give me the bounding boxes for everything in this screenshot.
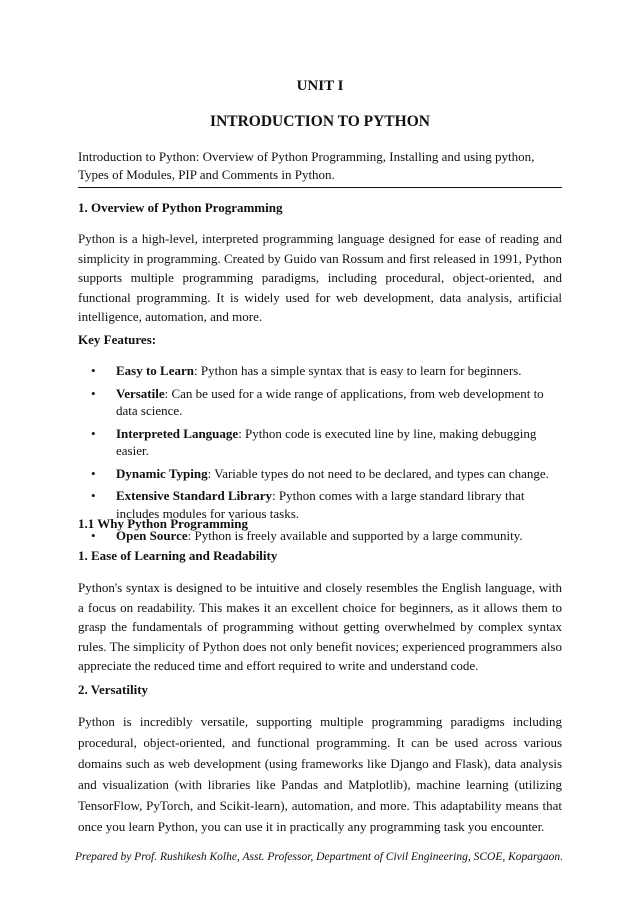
versatility-paragraph: Python is incredibly versatile, supporting multiple programming paradigms including procedural, object-oriented, and functional programming. It can be used across various domains such as web development (using frameworks like Django and Flask), data analysis and visualization (with libraries like Pandas and Matplotlib), machine learning (utilizing TensorFlow, PyTorch, and Scikit-learn), automation, and more. This adaptability means that once you learn Python, you can use it in practically any programming task you encounter. xyxy=(78,714,562,834)
feature-name: Interpreted Language xyxy=(116,425,239,441)
feature-text: : Can be used for a wide range of applications, from web development to data science. xyxy=(116,385,544,418)
list-item xyxy=(78,425,562,460)
feature-name: Easy to Learn xyxy=(116,363,194,378)
page-footer: Prepared by Prof. Rushikesh Kolhe, Asst. Professor, Department of Civil Engineering, SCOE, Kopargaon. xyxy=(75,851,563,863)
feature-text: : Python has a simple syntax that is easy to learn for beginners. xyxy=(194,363,522,378)
list-item xyxy=(78,385,562,420)
bullet-icon: • xyxy=(91,425,96,441)
bullet-icon: • xyxy=(91,385,96,401)
intro-paragraph: Introduction to Python: Overview of Python Programming, Installing and using python, Types of Modules, PIP and Comments in Python. xyxy=(78,148,562,188)
ease-heading: 1. Ease of Learning and Readability xyxy=(78,548,278,563)
feature-name: Open Source xyxy=(116,528,188,543)
feature-name: Versatile xyxy=(116,385,165,401)
feature-text: : Python is freely available and supported by a large community. xyxy=(187,528,523,543)
feature-name: Dynamic Typing xyxy=(116,465,208,481)
bullet-icon: • xyxy=(91,465,96,481)
feature-name: Extensive Standard Library xyxy=(116,488,273,503)
page-title: INTRODUCTION TO PYTHON xyxy=(210,113,430,130)
feature-text: : Python comes with a large standard library that includes modules for various tasks. xyxy=(116,488,525,521)
ease-paragraph: Python's syntax is designed to be intuitive and closely resembles the English language, with a focus on readability. This makes it an excellent choice for beginners, as it allows them to grasp the fundamentals of programming without getting overwhelmed by complex syntax rules. The simplicity of Python does not only benefit novices; experienced programmers also appreciate the reduced time and effort required to write and understand code. xyxy=(78,580,562,673)
bullet-icon: • xyxy=(91,528,96,543)
bullet-icon: • xyxy=(91,488,96,503)
bullet-icon: • xyxy=(91,363,96,378)
overview-heading: 1. Overview of Python Programming xyxy=(78,200,283,215)
feature-text: : Variable types do not need to be declared, and types can change. xyxy=(207,465,549,481)
unit-title: UNIT I xyxy=(296,78,344,94)
list-item xyxy=(78,362,562,380)
key-features-heading: Key Features: xyxy=(78,332,157,347)
versatility-heading: 2. Versatility xyxy=(78,682,149,697)
overview-paragraph: Python is a high-level, interpreted programming language designed for ease of reading and simplicity in programming. Created by Guido van Rossum and first released in 1991, Python supports multiple programming paradigms, including procedural, object-oriented, and functional programming. It is widely used for web development, data analysis, artificial intelligence, automation, and more. xyxy=(78,231,562,324)
list-item xyxy=(78,465,562,483)
why-python-heading: 1.1 Why Python Programming xyxy=(78,516,248,531)
feature-text: : Python code is executed line by line, making debugging easier. xyxy=(116,425,537,458)
